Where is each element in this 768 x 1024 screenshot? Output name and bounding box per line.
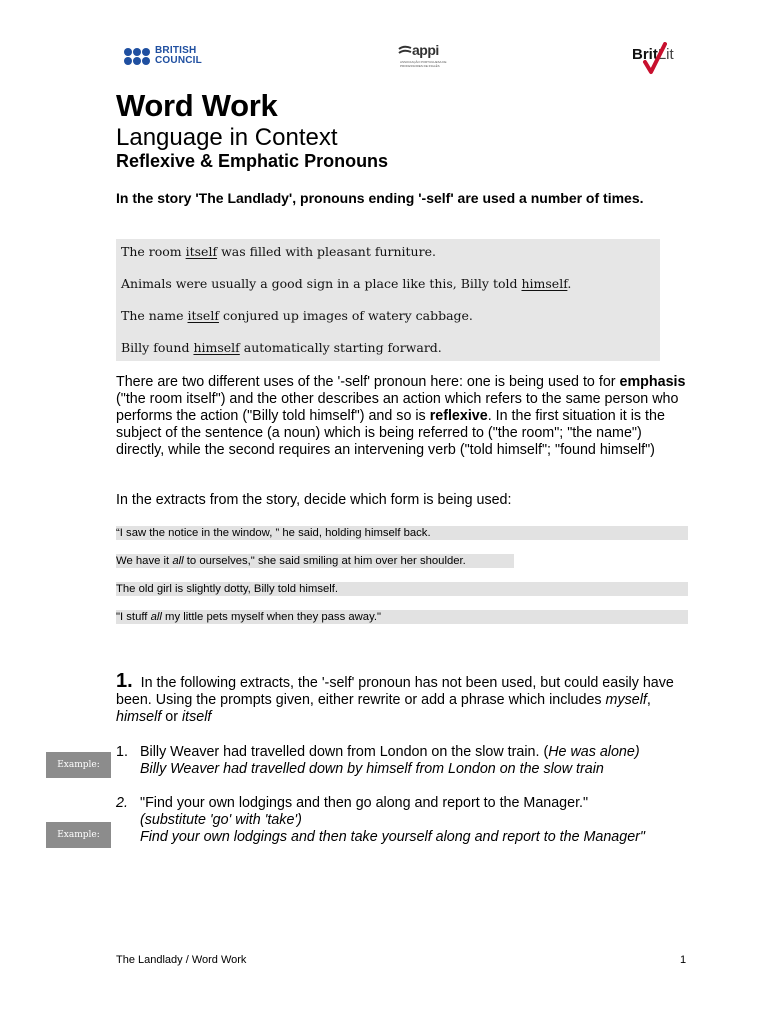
quote-line: The name itself conjured up images of watery cabbage. [121,308,473,323]
question-1: 1. In the following extracts, the '-self' pronoun has not been used, but could easily have been. Using the prompts given, either rewrite or add a phrase which includes myself, himself or itself [116,670,674,725]
quote-line: The room itself was filled with pleasant furniture. [121,244,436,259]
british-council-line1: BRITISH [155,45,197,56]
section-heading: Reflexive & Emphatic Pronouns [116,151,389,171]
british-council-dots-icon [124,48,150,65]
extract-line: The old girl is slightly dotty, Billy told himself. [116,582,688,596]
extract-line: "I stuff all my little pets myself when they pass away." [116,610,688,624]
pronoun: itself [187,308,219,323]
item-number: 1. [116,744,128,760]
intro-text: In the story 'The Landlady', pronouns ending '-self' are used a number of times. [116,190,644,206]
item-prompt: (substitute 'go' with 'take') [140,812,302,828]
quote-line: Animals were usually a good sign in a place like this, Billy told himself. [121,276,572,291]
example-item-2: 2. "Find your own lodgings and then go along and report to the Manager." (substitute 'go' with 'take') Find your own lodgings and then take yourself along and report to the Manager" [116,795,688,846]
britlit-lit: Lit [657,46,674,63]
britlit-brit: Brit [632,46,658,63]
pronoun: himself [521,276,568,291]
pronoun: himself [193,340,240,355]
example-label: Example: [46,822,111,848]
example-item-1: 1. Billy Weaver had travelled down from London on the slow train. (He was alone) Billy Weaver had travelled down by himself from London on the slow train [116,744,688,778]
item-number: 2. [116,795,128,811]
quote-box [116,239,660,361]
example-answer: Billy Weaver had travelled down by himself from London on the slow train [140,761,604,777]
reflexive-term: reflexive [429,408,488,424]
british-council-line2: COUNCIL [155,55,202,66]
explanation-paragraph: There are two different uses of the '-self' pronoun here: one is being used to for emphasis ("the room itself") and the other describes an action which refers to the same person who performs the action ("Billy told himself") and so is reflexive. In the first situation it is the subject of the sentence (a noun) which is being referred to ("the room"; "the name") directly, while the second requires an intervening verb ("told himself"; "found himself") [116,374,686,458]
britlit-check-icon [641,42,667,76]
appi-tagline: ASSOCIAÇÃO PORTUGUESA DE PROFESSORES DE INGLÊS [400,60,447,68]
instruction-text: In the extracts from the story, decide which form is being used: [116,492,512,508]
appi-logo [398,42,450,70]
example-label: Example: [46,752,111,778]
extract-line: We have it all to ourselves," she said smiling at him over her shoulder. [116,554,514,568]
page-number: 1 [680,954,687,966]
page-title: Word Work [116,88,278,123]
extract-line: “I saw the notice in the window, ” he said, holding himself back. [116,526,688,540]
page-subtitle: Language in Context [116,124,338,151]
question-number: 1. [116,670,133,692]
quote-line: Billy found himself automatically starting forward. [121,340,442,355]
emphasis-term: emphasis [619,374,686,390]
appi-swirl-icon [398,45,412,57]
footer-title: The Landlady / Word Work [116,954,247,966]
appi-wordmark: appi [412,42,439,58]
example-answer: Find your own lodgings and then take yourself along and report to the Manager" [140,829,645,845]
pronoun: itself [185,244,218,259]
british-council-logo [124,46,202,66]
